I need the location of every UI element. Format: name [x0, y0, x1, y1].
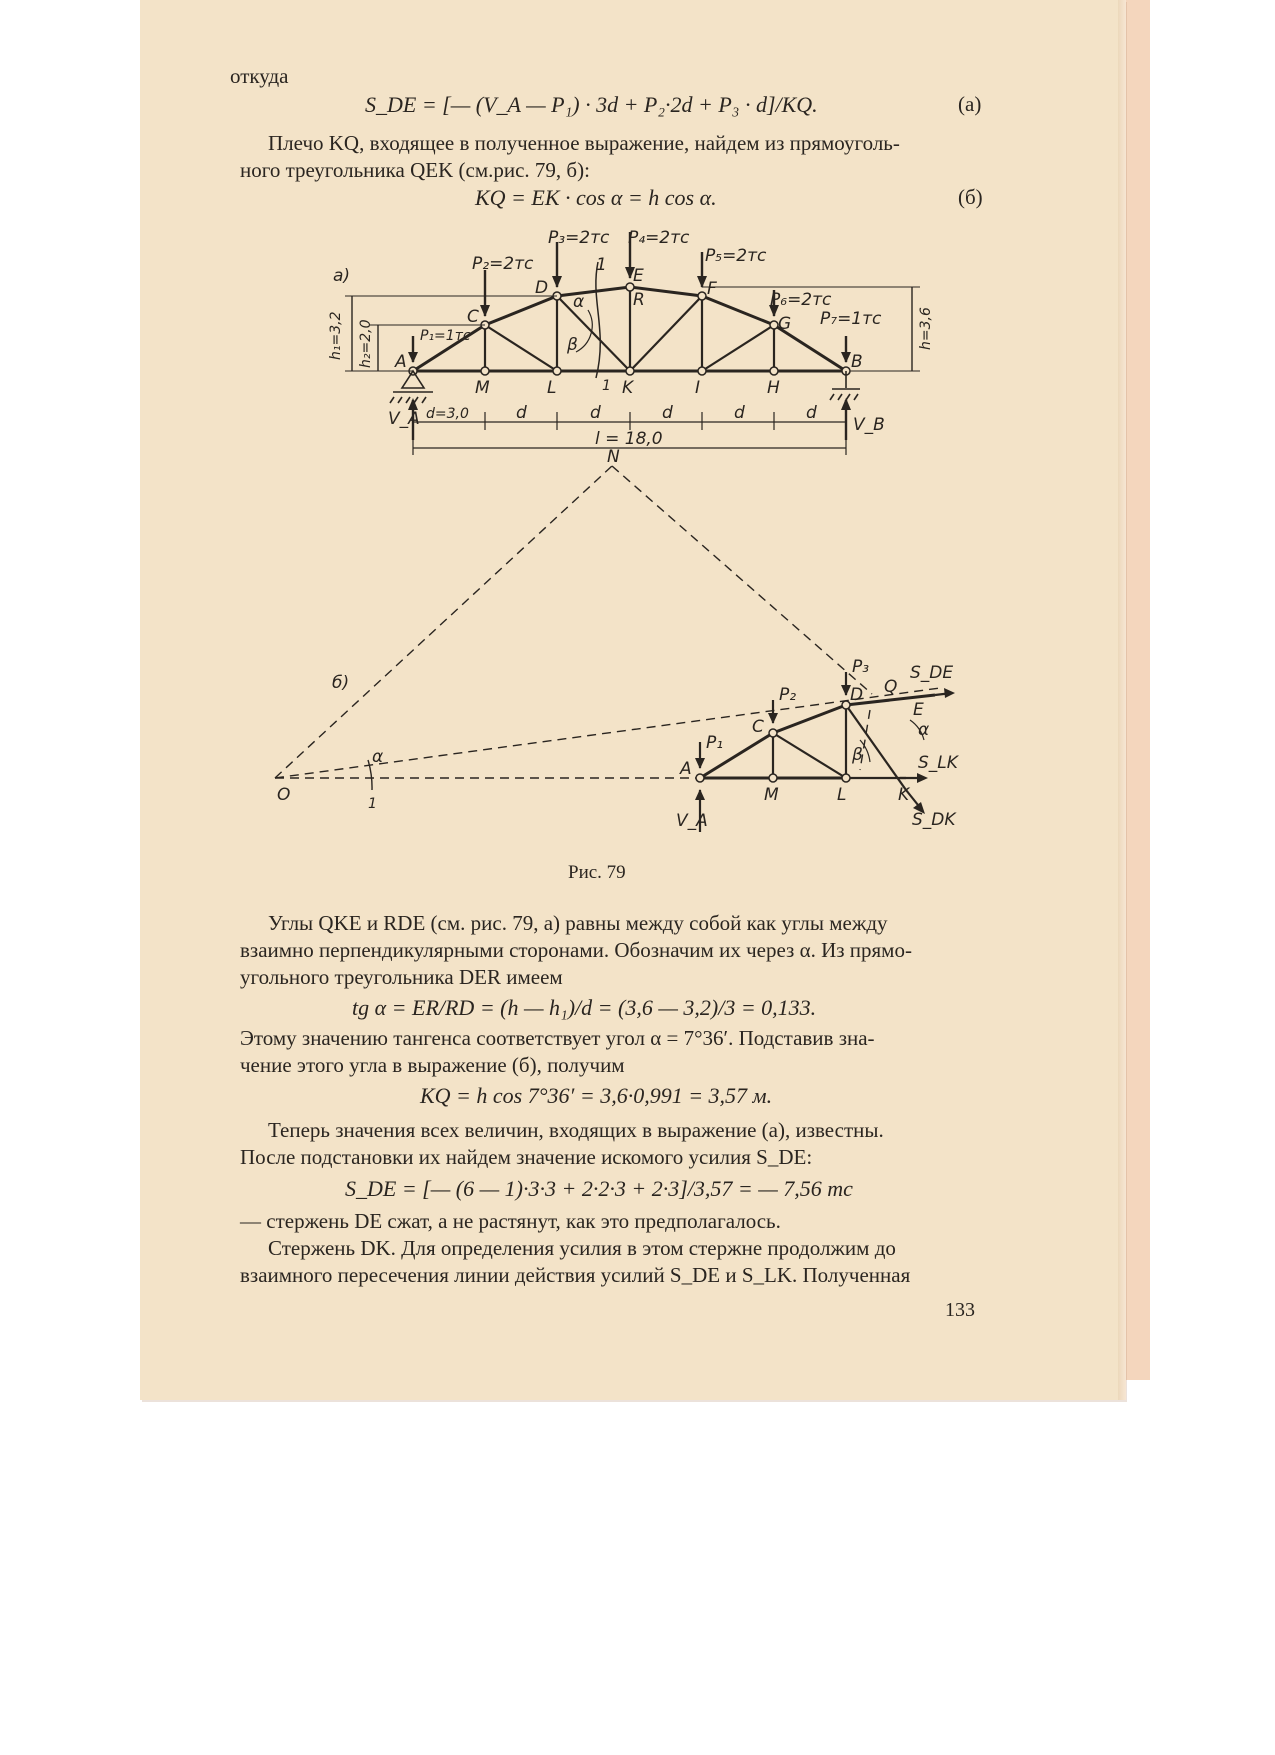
paragraph-2-line-3: угольного треугольника DER имеем	[240, 965, 563, 989]
load-p3-label: P₃=2тс	[548, 228, 610, 248]
part-b-label: б)	[332, 673, 350, 693]
load-p1-label: P₁=1тс	[420, 328, 471, 344]
load-p6-label: P₆=2тс	[770, 290, 832, 310]
node-h-label: H	[767, 378, 780, 398]
force-sdk-label: S_DK	[912, 810, 956, 830]
load-p7-label: P₇=1тс	[820, 309, 882, 329]
load-p4-label: P₄=2тс	[628, 228, 690, 248]
node-c-label: C	[467, 307, 479, 327]
angle-beta-b: β	[852, 745, 863, 765]
section-1-bottom-label: 1	[602, 378, 611, 394]
node-k-b-label: K	[898, 785, 910, 805]
node-m-b-label: M	[764, 785, 779, 805]
paragraph-5	[240, 1208, 985, 1235]
section-line-a	[596, 262, 600, 378]
dim-d-6: d	[806, 403, 817, 423]
node-i-label: I	[695, 378, 701, 398]
load-p3-b-label: P₃	[852, 657, 870, 677]
page-number: 133	[945, 1299, 975, 1321]
load-p5-label: P₅=2тс	[705, 246, 767, 266]
section-1-top-label: 1	[596, 255, 607, 275]
dashed-construction	[275, 466, 940, 778]
node-b-label: B	[851, 352, 863, 372]
node-q-b-label: Q	[884, 677, 898, 697]
paragraph-3	[240, 1025, 985, 1079]
paragraph-1-line-2: ного треугольника QEK (см.рис. 79, б):	[240, 158, 590, 182]
formula-kq: KQ = h cos 7°36′ = 3,6·0,991 = 3,57 м.	[420, 1083, 773, 1108]
paragraph-3-line-2: чение этого угла в выражение (б), получим	[240, 1053, 625, 1077]
force-slk-label: S_LK	[918, 753, 958, 773]
h1-dim-label: h₁=3,2	[328, 311, 344, 360]
paragraph-2-line-1: Углы QKE и RDE (см. рис. 79, а) равны между собой как углы между	[268, 911, 888, 935]
node-e-label: E	[633, 266, 644, 286]
dim-d-4: d	[662, 403, 673, 423]
node-f-label: F	[707, 279, 717, 299]
text-otkuda: откуда	[230, 64, 289, 88]
h-dim-label: h=3,6	[918, 307, 934, 350]
truss-b	[700, 695, 935, 778]
paragraph-1-line-1: Плечо KQ, входящее в полученное выражение, найдем из прямоуголь-	[268, 131, 900, 155]
load-p2-label: P₂=2тс	[472, 254, 534, 274]
paragraph-6	[240, 1235, 985, 1289]
paragraph-4-line-2: После подстановки их найдем значение искомого усилия S_DE:	[240, 1145, 813, 1169]
paragraph-2-line-2: взаимно перпендикулярными сторонами. Обозначим их через α. Из прямо-	[240, 938, 912, 962]
h2-dim-label: h₂=2,0	[358, 319, 374, 368]
node-k-label: K	[622, 378, 634, 398]
paragraph-3-line-1: Этому значению тангенса соответствует угол α = 7°36′. Подставив зна-	[240, 1026, 875, 1050]
formula-sde: S_DE = [— (6 — 1)·3·3 + 2·2·3 + 2·3]/3,57 = — 7,56 тс	[345, 1176, 853, 1201]
node-r-label: R	[633, 290, 645, 310]
paragraph-5-line-1: — стержень DE сжат, а не растянут, как это предполагалось.	[240, 1209, 781, 1233]
reaction-vb-label: V_B	[853, 415, 885, 435]
angle-alpha-a: α	[573, 292, 585, 312]
reaction-va-b-label: V_A	[676, 811, 708, 831]
paragraph-6-line-2: взаимного пересечения линии действия усилий S_DE и S_LK. Полученная	[240, 1263, 911, 1287]
dim-span-l: l = 18,0	[595, 429, 663, 449]
reaction-va-label: V_A	[388, 409, 420, 429]
paragraph-4-line-1: Теперь значения всех величин, входящих в выражение (а), известны.	[268, 1118, 884, 1142]
node-l-label: L	[547, 378, 557, 398]
paragraph-4	[240, 1117, 985, 1171]
figure-caption: Рис. 79	[568, 862, 626, 883]
formula-a-number: (a)	[958, 92, 982, 116]
node-a-label: A	[395, 352, 407, 372]
dim-d-3: d	[590, 403, 601, 423]
dim-d-first: d=3,0	[426, 406, 469, 422]
node-m-label: M	[475, 378, 490, 398]
node-d-label: D	[535, 278, 549, 298]
formula-b: KQ = EK · cos α = h cos α.	[475, 185, 717, 210]
node-a-b-label: A	[680, 759, 692, 779]
paragraph-6-line-1: Стержень DK. Для определения усилия в этом стержне продолжим до	[268, 1236, 896, 1260]
formula-a: S_DE = [— (V_A — P₁) · 3d + P₂·2d + P₃ · d]/KQ.	[365, 92, 818, 117]
node-l-b-label: L	[837, 785, 847, 805]
truss-a-web	[485, 287, 774, 371]
load-p2-b-label: P₂	[779, 685, 797, 705]
formula-b-number: (б)	[958, 185, 983, 209]
point-o-label: O	[277, 785, 291, 805]
angle-beta-a: β	[567, 335, 578, 355]
force-sde-label: S_DE	[910, 663, 954, 683]
part-a-label: a)	[333, 266, 351, 286]
node-g-label: G	[778, 314, 792, 334]
node-d-b-label: D	[850, 685, 864, 705]
dim-d-5: d	[734, 403, 745, 423]
node-c-b-label: C	[752, 717, 764, 737]
load-p1-b-label: P₁	[706, 733, 724, 753]
angle-alpha-b: α	[918, 720, 930, 740]
dim-d-2: d	[516, 403, 527, 423]
point-n-label: N	[607, 447, 620, 467]
paragraph-2	[240, 910, 985, 991]
formula-tg: tg α = ER/RD = (h — h₁)/d = (3,6 — 3,2)/3 = 0,133.	[352, 995, 817, 1020]
node-e-b-label: E	[913, 700, 924, 720]
section-1-b-label: 1	[368, 796, 377, 812]
angle-alpha-b-origin: α	[372, 747, 384, 767]
